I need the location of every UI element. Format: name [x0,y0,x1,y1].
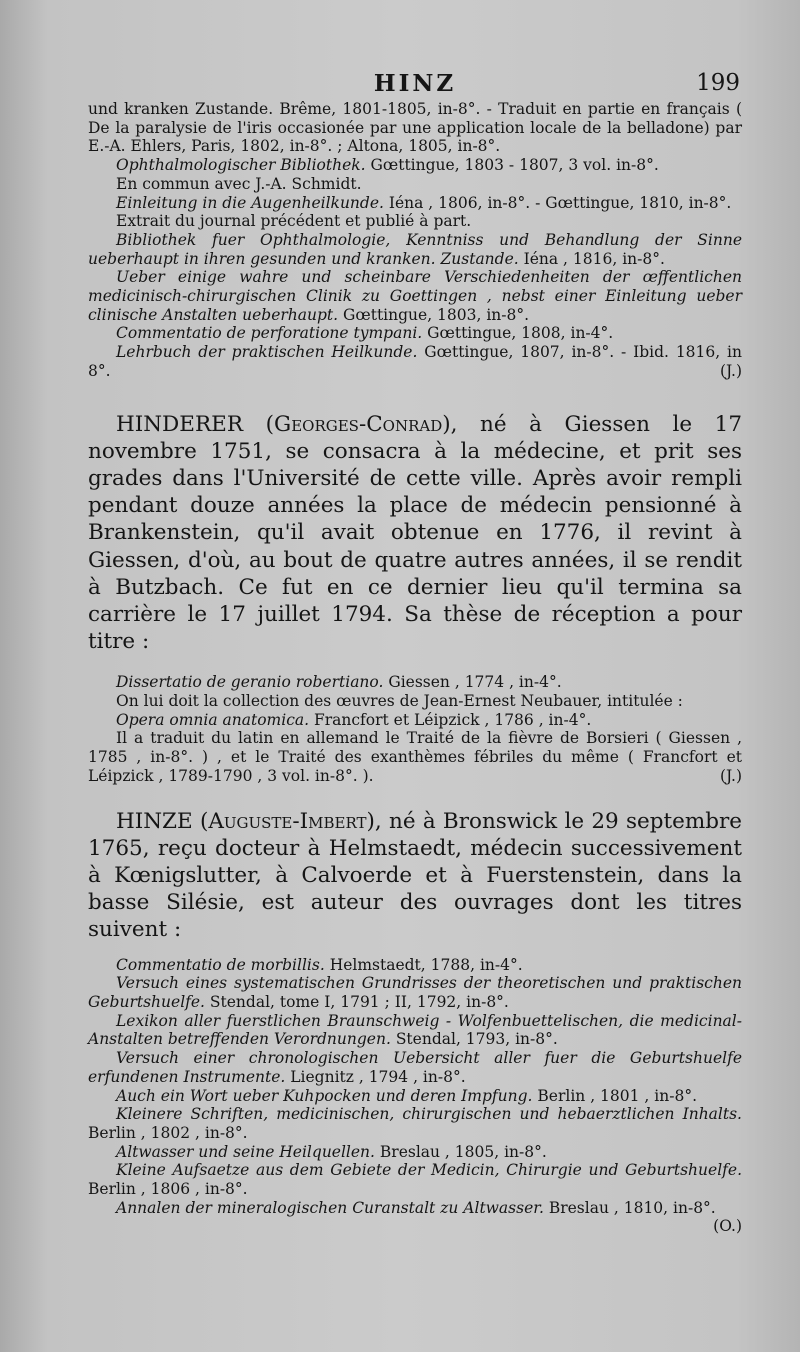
entry-forenames: Auguste-Imbert [208,808,367,834]
work-entry [88,343,742,380]
hinze-works [88,955,742,1236]
work-entry [88,324,742,343]
work-imprint: Gœttingue, 1803 - 1807, 3 vol. in-8°. [365,156,659,175]
work-entry [88,268,742,324]
work-imprint: Iéna , 1816, in-8°. [518,249,665,268]
work-title: Einleitung in die Augenheilkunde. [116,193,384,212]
work-imprint: Gœttingue, 1803, in-8°. [338,305,530,324]
author-signature: (J.) [719,361,742,380]
work-title: Opera omnia anatomica. [116,710,310,729]
work-imprint: Berlin , 1801 , in-8°. [532,1086,698,1105]
work-imprint: Iéna , 1806, in-8°. - Gœttingue, 1810, in-8°. [383,193,732,212]
work-imprint: Berlin , 1802 , in-8°. [88,1123,248,1142]
work-imprint: Stendal, tome I, 1791 ; II, 1792, in-8°. [204,993,509,1012]
work-entry [88,1161,742,1198]
work-entry [88,231,742,268]
entry-bio: , né à Giessen le 17 novembre 1751, se consacra à la médecine, et prit ses grades dans l'Université de cette ville. Après avoir rempli pendant douze années la place de médecin pensionné à Brankenstein, qu'il avait obtenue en 1776, il revint à Giessen, d'où, au bout de quatre autres années, il se rendit à Butzbach. Ce fut en ce dernier lieu qu'il termina sa carrière le 17 juillet 1794. Sa thèse de réception a pour titre : [88,411,742,655]
work-entry [88,1087,742,1106]
work-note: Il a traduit du latin en allemand le Traité de la fièvre de Borsieri ( Giessen , 1785 , in-8°. ) , et le Traité des exanthèmes fébriles du même ( Francfort et Léipzick , 1789-1790 , 3 vol. in-8°. ). (J.) [88,729,742,785]
work-title: Dissertatio de geranio robertiano. [116,673,384,692]
entry-hinze: HINZE (Auguste-Imbert), né à Bronswick le 29 septembre 1765, reçu docteur à Helmstaedt, médecin successivement à Kœnigslutter, à Calvoerde et à Fuerstenstein, dans la basse Silésie, est auteur des ouvrages dont les titres suivent : [88,808,742,943]
work-entry [88,1049,742,1086]
work-title: Lehrbuch der praktischen Heilkunde. [116,343,418,362]
work-imprint: Helmstaedt, 1788, in-4°. [324,955,523,974]
author-signature: (O.) [713,1217,742,1236]
entry-bio: , né à Bronswick le 29 septembre 1765, reçu docteur à Helmstaedt, médecin successivement à Kœnigslutter, à Calvoerde et à Fuerstenstein, dans la basse Silésie, est auteur des ouvrages dont les titres suivent : [88,808,742,943]
work-title: Kleinere Schriften, medicinischen, chirurgischen und hebaerztlichen Inhalts. [116,1105,742,1124]
hinderer-works [88,673,742,785]
work-title: Versuch einer chronologischen Uebersicht aller fuer die Geburtshuelfe erfundenen Instrumente. [88,1049,742,1086]
work-note: En commun avec J.-A. Schmidt. [116,174,362,193]
work-entry [88,711,742,730]
work-title: Annalen der mineralogischen Curanstalt zu Altwasser. [116,1198,544,1217]
work-title: Commentatio de morbillis. [116,955,325,974]
work-imprint: Giessen , 1774 , in-4°. [383,673,562,692]
entry-forenames: Georges-Conrad [274,411,443,437]
work-entry [88,156,742,175]
work-title: Commentatio de perforatione tympani. [116,324,423,343]
work-title: Auch ein Wort ueber Kuhpocken und deren Impfung. [116,1086,533,1105]
work-title: Versuch eines systematischen Grundrisses der theoretischen und praktischen Geburtshuelfe. [88,974,742,1012]
work-imprint: Breslau , 1810, in-8°. [543,1198,716,1217]
work-title: Ueber einige wahre und scheinbare Verschiedenheiten der œffentlichen medicinisch-chirurgischen Clinik zu Goettingen , nebst einer Einleitung ueber clinische Anstalten ueberhaupt. [88,268,742,324]
page-header [90,66,740,102]
work-imprint: Liegnitz , 1794 , in-8°. [285,1067,466,1086]
work-imprint: Berlin , 1806 , in-8°. [88,1180,248,1199]
work-entry [88,974,742,1011]
work-title: Kleine Aufsaetze aus dem Gebiete der Medicin, Chirurgie und Geburtshuelfe. [116,1161,742,1180]
work-imprint: Gœttingue, 1807, in-8°. - Ibid. 1816, in 8°. [88,343,742,380]
work-imprint: Gœttingue, 1808, in-4°. [422,324,614,343]
entry-name: HINDERER [116,411,244,437]
work-title: Bibliothek fuer Ophthalmologie, Kenntniss und Behandlung der Sinne ueberhaupt in ihren gesunden und kranken. Zustande. [88,230,742,268]
work-imprint: Breslau , 1805, in-8°. [374,1142,547,1161]
work-title: Ophthalmologischer Bibliothek. [116,156,366,175]
work-entry [88,1012,742,1049]
work-entry [88,194,742,213]
work-imprint: Stendal, 1793, in-8°. [390,1030,558,1049]
work-note: On lui doit la collection des œuvres de Jean-Ernest Neubauer, intitulée : [116,692,683,711]
work-entry [88,673,742,692]
hinz-continuation [88,100,742,381]
page-number: 199 [696,70,740,96]
work-entry [88,1198,742,1236]
page-body [88,100,742,1236]
work-entry [88,1105,742,1142]
work-entry [88,956,742,975]
work-entry [88,1143,742,1162]
continuation-text: und kranken Zustande. Brême, 1801-1805, in-8°. - Traduit en partie en français ( De la paralysie de l'iris occasionée par une application locale de la belladone) par E.-A. Ehlers, Paris, 1802, in-8°. ; Altona, 1805, in-8°. [88,100,742,156]
work-title: Altwasser und seine Heilquellen. [116,1142,375,1161]
entry-hinderer: HINDERER (Georges-Conrad), né à Giessen le 17 novembre 1751, se consacra à la médecine, et prit ses grades dans l'Université de cette ville. Après avoir rempli pendant douze années la place de médecin pensionné à Brankenstein, qu'il avait obtenue en 1776, il revint à Giessen, d'où, au bout de quatre autres années, il se rendit à Butzbach. Ce fut en ce dernier lieu qu'il termina sa carrière le 17 juillet 1794. Sa thèse de réception a pour titre : [88,411,742,655]
work-note: Extrait du journal précédent et publié à part. [116,212,472,231]
entry-name: HINZE [116,808,193,834]
work-title: Lexikon aller fuerstlichen Braunschweig - Wolfenbuettelischen, die medicinal-Anstalten betreffenden Verordnungen. [88,1011,742,1049]
running-title: HINZ [373,70,457,97]
author-signature: (J.) [719,766,742,785]
work-imprint: Francfort et Léipzick , 1786 , in-4°. [309,710,592,729]
